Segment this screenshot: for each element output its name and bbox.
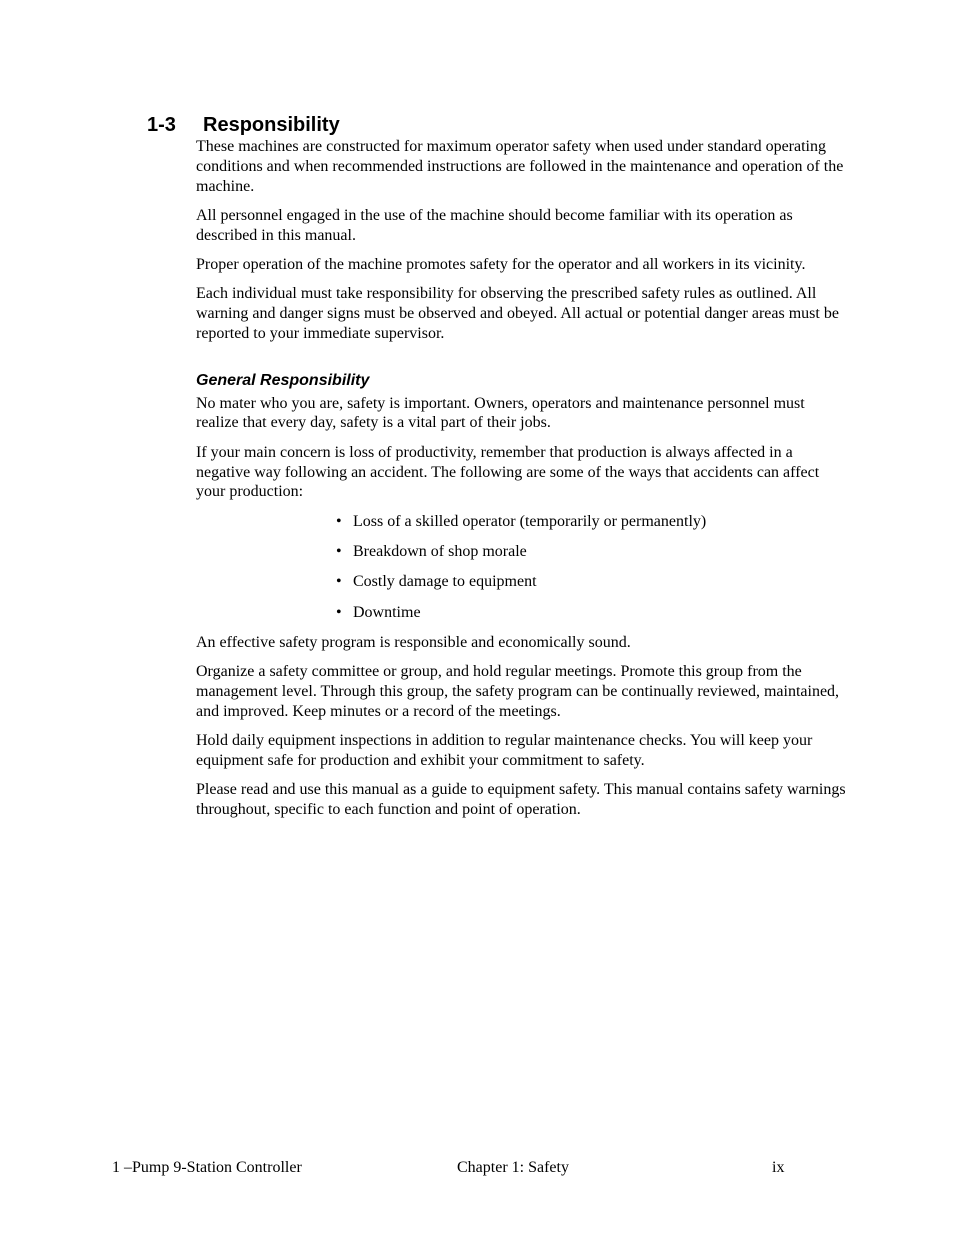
bullet-item: • Breakdown of shop morale bbox=[336, 542, 846, 562]
footer-page-number: ix bbox=[772, 1159, 785, 1176]
intro-paragraph: All personnel engaged in the use of the machine should become familiar with its operation as described in this manual. bbox=[196, 206, 793, 244]
body-paragraph: Hold daily equipment inspections in addition to regular maintenance checks. You will keep your equipment safe for production and exhibit your commitment to safety. bbox=[196, 732, 813, 769]
subsection-heading: General Responsibility bbox=[196, 371, 370, 389]
intro-paragraph: These machines are constructed for maximum operator safety when used under standard operating conditions and when recommended instructions are followed in the maintenance and operation of the machine. bbox=[196, 138, 844, 195]
intro-paragraph: Each individual must take responsibility for observing the prescribed safety rules as outlined. All warning and danger signs must be observed and obeyed. All actual or potential danger areas must be reported to your immediate supervisor. bbox=[196, 285, 839, 342]
body-paragraph: Please read and use this manual as a guide to equipment safety. This manual contains safety warnings throughout, specific to each function and point of operation. bbox=[196, 781, 846, 818]
section-body bbox=[196, 137, 846, 829]
bullet-item: • Loss of a skilled operator (temporarily or permanently) bbox=[336, 512, 846, 532]
section-heading bbox=[147, 112, 340, 138]
bullet-item: • Costly damage to equipment bbox=[336, 572, 846, 592]
intro-paragraph: Proper operation of the machine promotes safety for the operator and all workers in its vicinity. bbox=[196, 255, 806, 273]
body-paragraph: If your main concern is loss of productivity, remember that production is always affected in a negative way following an accident. The following are some of the ways that accidents can affect your production: bbox=[196, 443, 820, 501]
footer-document-title: 1 –Pump 9-Station Controller bbox=[112, 1159, 302, 1176]
bullet-item: • Downtime bbox=[336, 603, 846, 623]
section-title: Responsibility bbox=[203, 114, 340, 136]
body-paragraph: Organize a safety committee or group, and hold regular meetings. Promote this group from the management level. Through this group, the safety program can be continually reviewed, maintained, and improved. Keep minutes or a record of the meetings. bbox=[196, 663, 840, 720]
body-paragraph: No mater who you are, safety is important. Owners, operators and maintenance personnel must realize that every day, safety is a vital part of their jobs. bbox=[196, 394, 805, 432]
footer-chapter: Chapter 1: Safety bbox=[457, 1159, 569, 1176]
bullet-list bbox=[196, 512, 846, 623]
section-number: 1-3 bbox=[147, 114, 176, 136]
body-paragraph: An effective safety program is responsible and economically sound. bbox=[196, 633, 631, 651]
